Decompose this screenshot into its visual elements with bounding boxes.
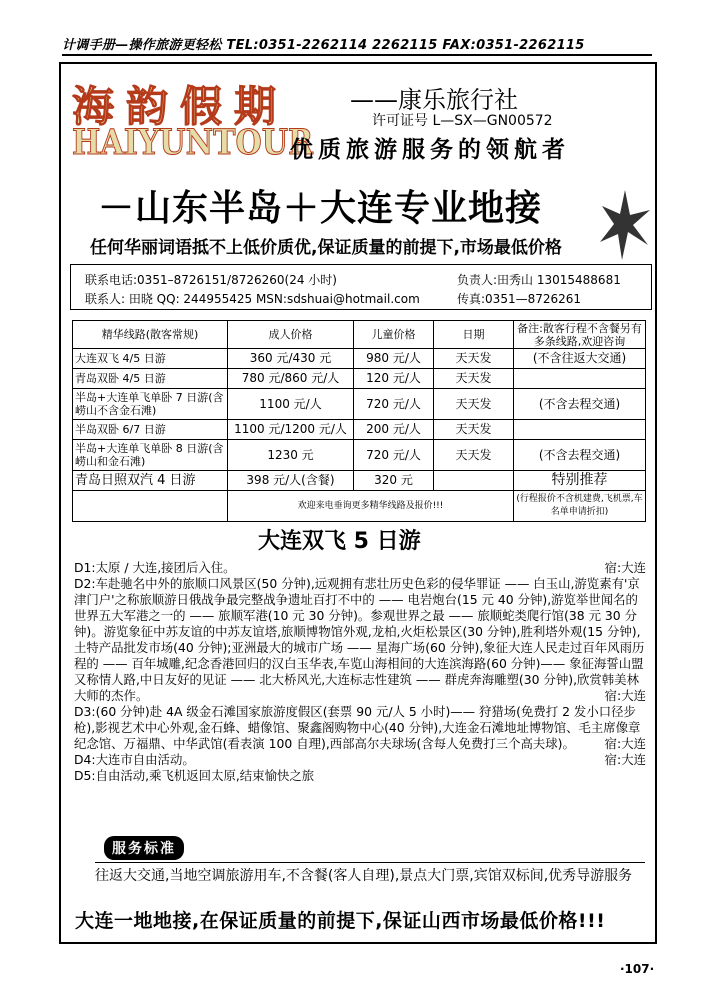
- day-label: D2:: [74, 576, 96, 591]
- col-header-date: 日期: [434, 321, 514, 349]
- child-price: 200 元/人: [354, 420, 434, 440]
- day-text: 大连市自由活动。: [95, 752, 195, 767]
- route-note: [514, 369, 646, 389]
- itinerary-day: [74, 768, 646, 784]
- day-text: 自由活动,乘飞机返回太原,结束愉快之旅: [95, 768, 315, 783]
- col-header-child: 儿童价格: [354, 321, 434, 349]
- contact-box: [70, 264, 652, 310]
- day-label: D4:: [74, 752, 96, 767]
- day-label: D5:: [74, 768, 96, 783]
- brand-name-cn: 海韵假期: [72, 82, 289, 131]
- itinerary-day: [74, 560, 646, 576]
- page-header: 计调手册—操作旅游更轻松 TEL:0351-2262114 2262115 FAX:0351-2262115: [62, 34, 652, 56]
- day-accommodation: 宿:大连: [601, 560, 646, 576]
- subheadline: 任何华丽词语抵不上低价质优,保证质量的前提下,市场最低价格: [90, 238, 562, 258]
- table-row: [73, 440, 646, 471]
- child-price: 720 元/人: [354, 440, 434, 471]
- route-note: (不含往返大交通): [514, 349, 646, 369]
- table-header-row: [73, 321, 646, 349]
- child-price: 320 元: [354, 471, 434, 491]
- day-accommodation: 宿:大连: [601, 688, 646, 704]
- itinerary-title: 大连双飞 5 日游: [258, 529, 421, 554]
- agency-name: ——康乐旅行社: [350, 86, 518, 114]
- day-accommodation: 宿:大连: [601, 736, 646, 752]
- day-text: 车赴驰名中外的旅顺口风景区(50 分钟),远观拥有悲壮历史色彩的侵华罪证 —— 白玉山,游览素有'京津门户'之称旅顺游日俄战争最完整战争遗址百打不中的 —— 电岩炮台(15 元 40 分钟),游览举世闻名的世界五大军港之一的 —— 旅顺军港(10 元 30 分钟)。参观世界之最 —— 旅顺蛇类爬行馆(38 元 30 分钟)。游览象征中苏友谊的中苏友谊塔,旅顺博物馆外观,龙柏,火炬松景区(30 分钟),胜利塔外观(15 分钟),土特产品批发市场(40 分钟);亚洲最大的城市广场 —— 星海广场(60 分钟),象征大连人民走过百年风雨历程的 —— 百年城雕,纪念香港回归的汉白玉华表,车览山海相间的大连滨海路(60 分钟)—— 象征海誓山盟又称情人路,中日友好的见证 —— 北大桥风光,大连标志性建筑 —— 群虎奔海雕塑(30 分钟),欣赏韩美林大师的杰作。: [74, 576, 645, 703]
- child-price: 980 元/人: [354, 349, 434, 369]
- day-label: D1:: [74, 560, 96, 575]
- day-label: D3:: [74, 704, 96, 719]
- itinerary-day: [74, 752, 646, 768]
- adult-price: 1100 元/1200 元/人: [228, 420, 354, 440]
- contact-person: 联系人: 田晓 QQ: 244955425 MSN:sdshuai@hotmail.com: [85, 292, 420, 306]
- route-note: 特别推荐: [514, 471, 646, 491]
- adult-price: 1100 元/人: [228, 389, 354, 420]
- route-price-table: [72, 320, 646, 522]
- departure-date: 天天发: [434, 440, 514, 471]
- departure-date: [434, 471, 514, 491]
- route-name: 半岛+大连单飞单卧 7 日游(含崂山不含金石滩): [73, 389, 228, 420]
- contact-fax: 传真:0351—8726261: [457, 292, 582, 306]
- starburst-decoration: [600, 190, 650, 260]
- day-text: 太原 / 大连,接团后入住。: [95, 560, 236, 575]
- contact-phone: 联系电话:0351–8726151/8726260(24 小时): [85, 273, 337, 287]
- child-price: 120 元/人: [354, 369, 434, 389]
- col-header-note: 备注:散客行程不含餐另有多条线路,欢迎咨询: [514, 321, 646, 349]
- page-number: ·107·: [620, 962, 655, 976]
- col-header-route: 精华线路(散客常规): [73, 321, 228, 349]
- departure-date: 天天发: [434, 389, 514, 420]
- route-note: [514, 420, 646, 440]
- child-price: 720 元/人: [354, 389, 434, 420]
- route-name: 青岛日照双汽 4 日游: [73, 471, 228, 491]
- agency-slogan: 优质旅游服务的领航者: [290, 137, 570, 163]
- day-text: (60 分钟)赴 4A 级金石滩国家旅游度假区(套票 90 元/人 5 小时)—— 狩猎场(免费打 2 发小口径步枪),影视艺术中心外观,金石蜂、蜡像馆、聚鑫阁购物中心(40 分钟),大连金石滩地址博物馆、毛主席像章纪念馆、万福鼎、中华武馆(看表演 100 自理),西部高尔夫球场(含每人免费打三个高夫球)。: [74, 704, 641, 751]
- table-row: [73, 471, 646, 491]
- departure-date: 天天发: [434, 369, 514, 389]
- contact-manager: 负责人:田秀山 13015488681: [457, 273, 621, 287]
- service-standard-badge: 服务标准: [104, 836, 184, 860]
- adult-price: 360 元/430 元: [228, 349, 354, 369]
- footer-slogan: 大连一地地接,在保证质量的前提下,保证山西市场最低价格!!!: [75, 910, 606, 932]
- departure-date: 天天发: [434, 420, 514, 440]
- col-header-adult: 成人价格: [228, 321, 354, 349]
- route-name: 大连双飞 4/5 日游: [73, 349, 228, 369]
- adult-price: 1230 元: [228, 440, 354, 471]
- table-footer-text: 欢迎来电垂询更多精华线路及报价!!!: [228, 491, 514, 522]
- route-name: 青岛双卧 4/5 日游: [73, 369, 228, 389]
- day-accommodation: 宿:大连: [601, 752, 646, 768]
- itinerary-day: [74, 576, 646, 704]
- route-note: (不含去程交通): [514, 389, 646, 420]
- table-footer-note: (行程报价不含机建费,飞机票,车名单申请折扣): [514, 491, 646, 522]
- adult-price: 398 元/人(含餐): [228, 471, 354, 491]
- license-number: 许可证号 L—SX—GN00572: [372, 113, 553, 129]
- brand-name-en: HAIYUNTOUR: [72, 122, 314, 163]
- itinerary-list: [74, 560, 646, 784]
- table-row: [73, 420, 646, 440]
- route-note: (不含去程交通): [514, 440, 646, 471]
- itinerary-day: [74, 704, 646, 752]
- table-row: [73, 349, 646, 369]
- table-row: [73, 369, 646, 389]
- table-footer-row: [73, 491, 646, 522]
- table-row: [73, 389, 646, 420]
- route-name: 半岛双卧 6/7 日游: [73, 420, 228, 440]
- service-standard-text: 往返大交通,当地空调旅游用车,不含餐(客人自理),景点大门票,宾馆双标间,优秀导游服务: [95, 862, 645, 885]
- headline: －山东半岛＋大连专业地接: [98, 188, 543, 229]
- departure-date: 天天发: [434, 349, 514, 369]
- route-name: 半岛+大连单飞单卧 8 日游(含崂山和金石滩): [73, 440, 228, 471]
- adult-price: 780 元/860 元/人: [228, 369, 354, 389]
